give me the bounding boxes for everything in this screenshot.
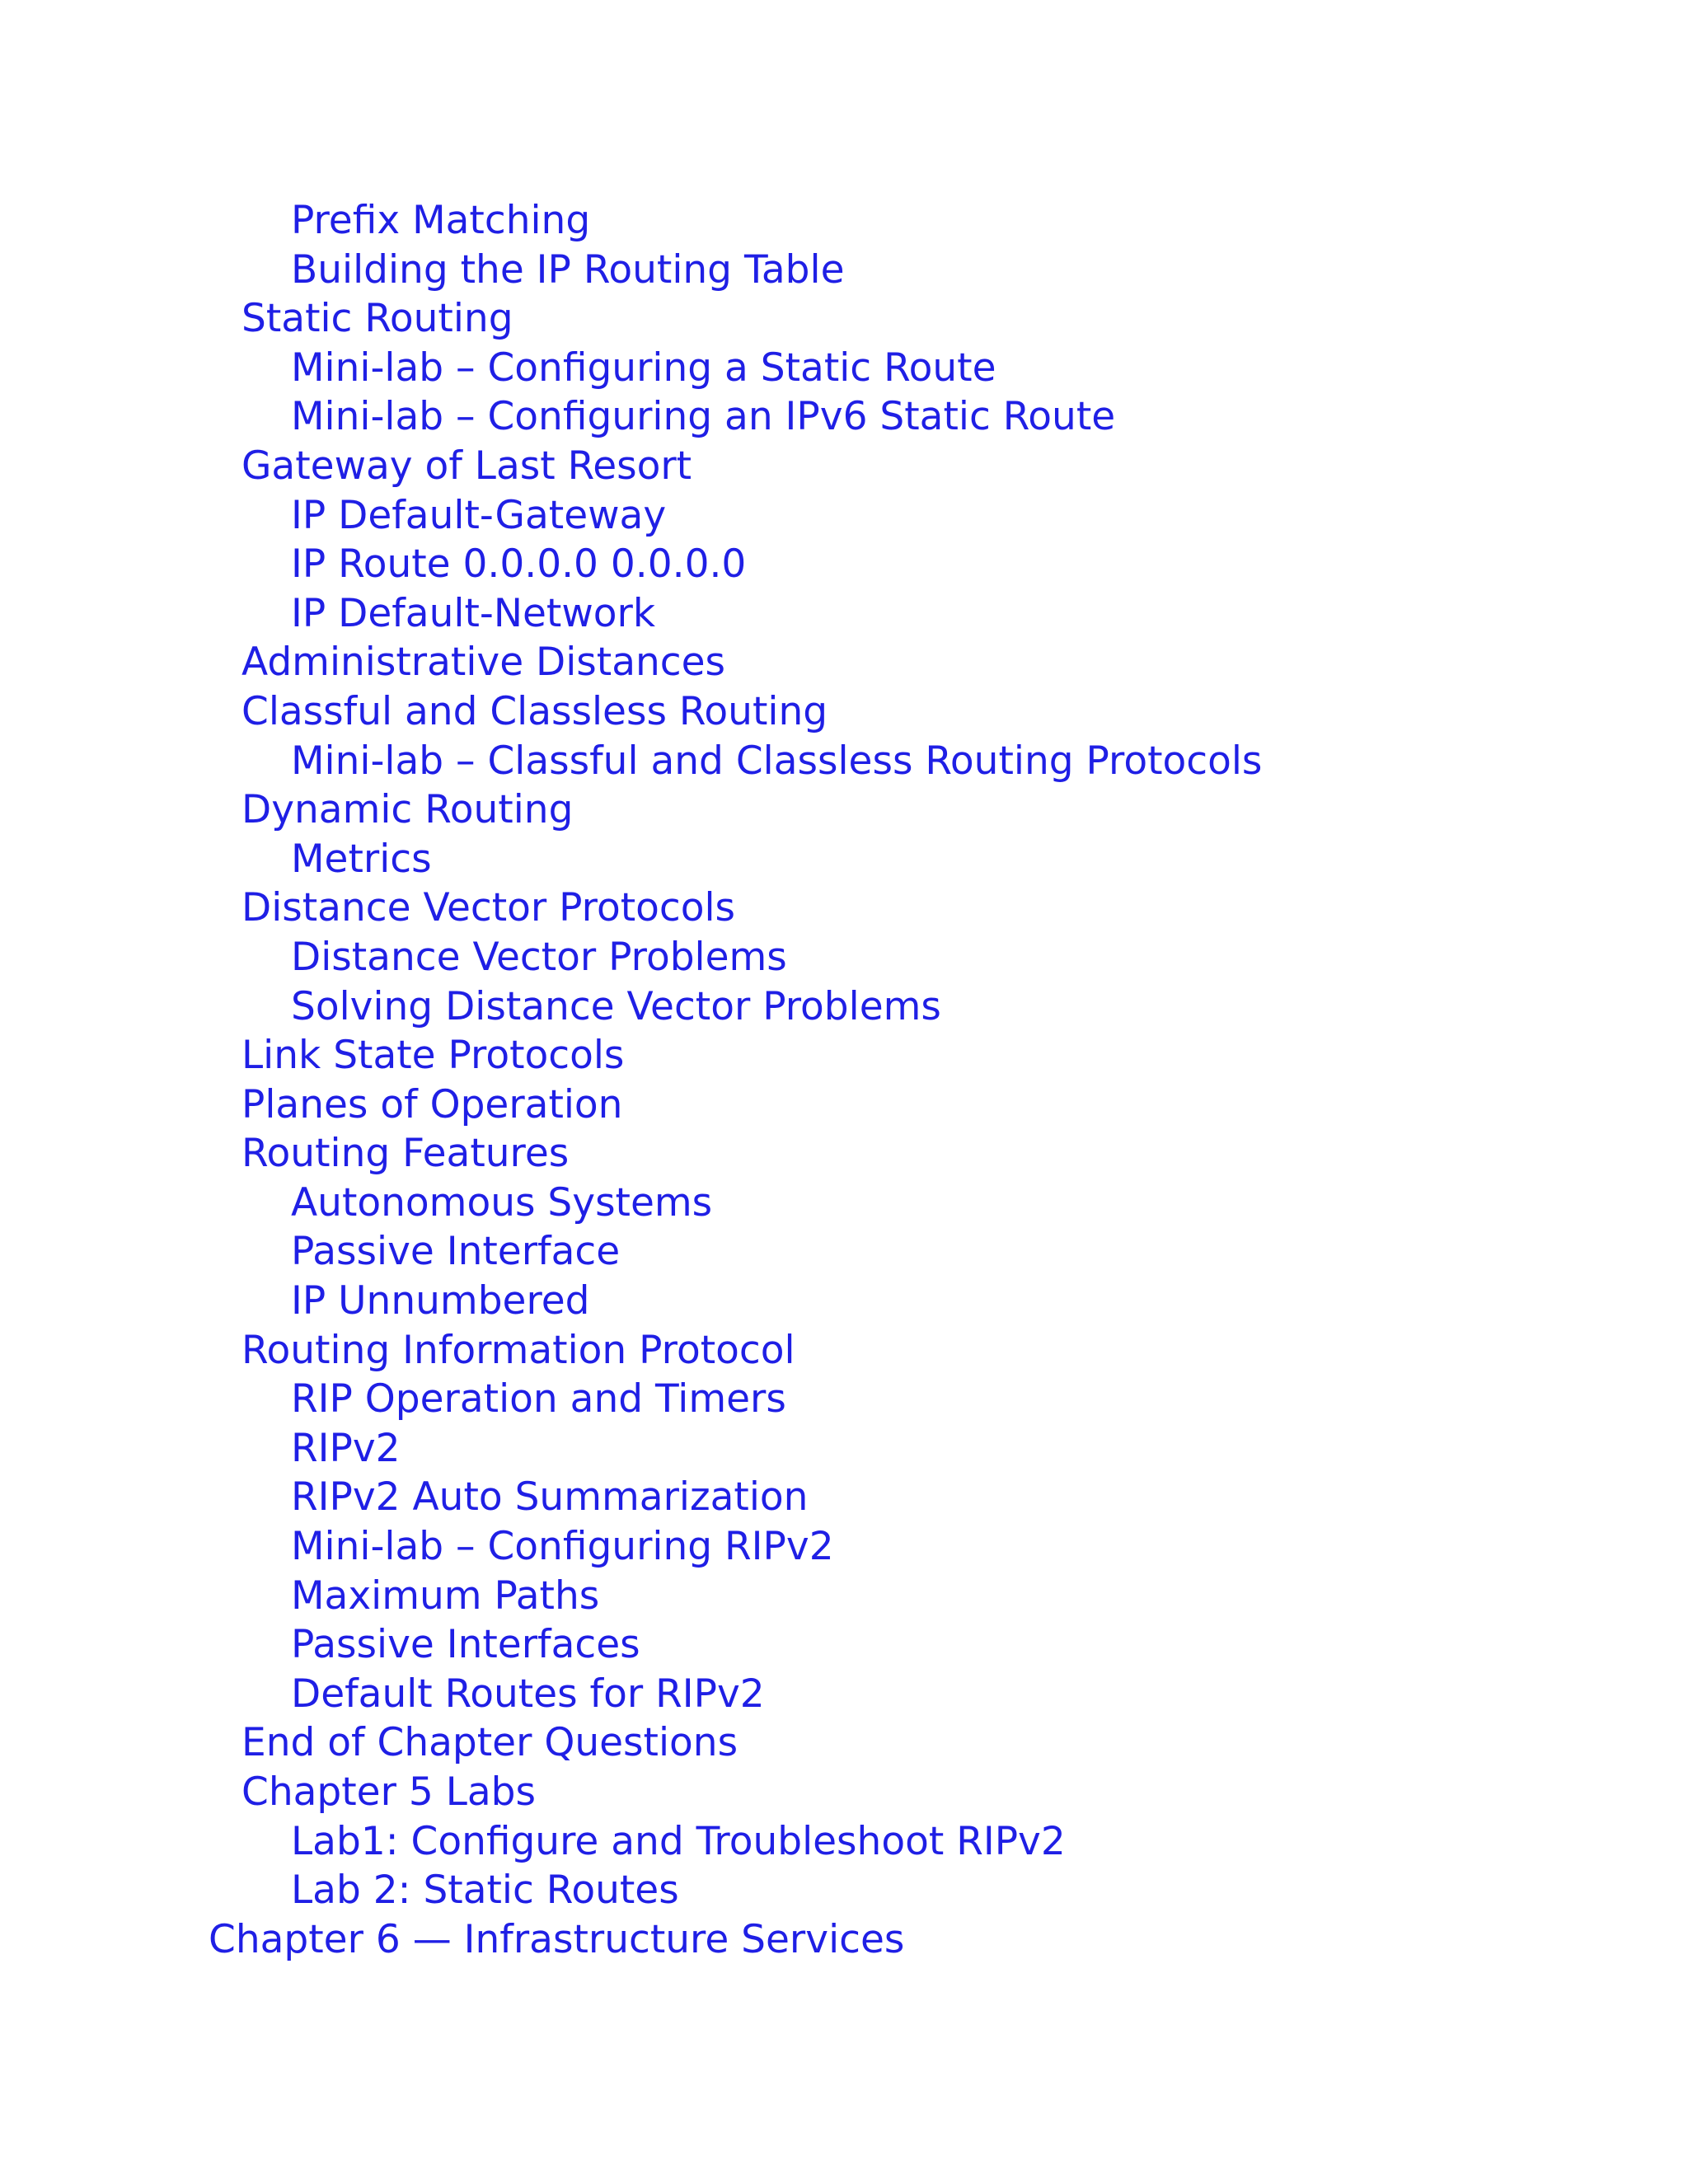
toc-link[interactable]: Default Routes for RIPv2 (291, 1671, 765, 1717)
toc-link[interactable]: Chapter 5 Labs (241, 1769, 536, 1815)
toc-link[interactable]: Mini-lab – Configuring an IPv6 Static Route (291, 394, 1116, 440)
toc-item (0, 1768, 1688, 1817)
toc-item (0, 1227, 1688, 1277)
toc-item (0, 1473, 1688, 1522)
toc-link[interactable]: Building the IP Routing Table (291, 246, 845, 293)
toc-link[interactable]: Link State Protocols (241, 1033, 625, 1079)
toc-item (0, 392, 1688, 442)
toc-link[interactable]: Distance Vector Problems (291, 934, 787, 980)
toc-item (0, 1866, 1688, 1915)
table-of-contents (0, 196, 1688, 1964)
toc-link[interactable]: Mini-lab – Configuring a Static Route (291, 344, 996, 391)
toc-link[interactable]: End of Chapter Questions (241, 1720, 738, 1766)
toc-link[interactable]: Mini-lab – Configuring RIPv2 (291, 1524, 834, 1570)
toc-item (0, 1620, 1688, 1670)
toc-item (0, 1326, 1688, 1376)
toc-item (0, 785, 1688, 835)
toc-link[interactable]: Routing Features (241, 1131, 570, 1177)
toc-item (0, 1080, 1688, 1130)
toc-link[interactable]: Prefix Matching (291, 198, 591, 243)
toc-link[interactable]: Routing Information Protocol (241, 1327, 795, 1373)
toc-link[interactable]: Solving Distance Vector Problems (291, 983, 941, 1029)
toc-item (0, 294, 1688, 344)
toc-item (0, 246, 1688, 295)
toc-item (0, 933, 1688, 982)
toc-link[interactable]: RIPv2 (291, 1425, 401, 1471)
toc-link[interactable]: Passive Interfaces (291, 1622, 640, 1668)
toc-item (0, 835, 1688, 884)
toc-link[interactable]: Mini-lab – Classful and Classless Routing Protocols (291, 738, 1263, 784)
toc-link[interactable]: IP Default-Gateway (291, 492, 667, 538)
toc-item (0, 1375, 1688, 1424)
toc-item (0, 883, 1688, 933)
toc-item (0, 1718, 1688, 1768)
toc-link[interactable]: Passive Interface (291, 1229, 621, 1275)
toc-item (0, 1915, 1688, 1965)
toc-item (0, 737, 1688, 786)
toc-item (0, 1129, 1688, 1179)
toc-item (0, 1572, 1688, 1621)
toc-link[interactable]: IP Unnumbered (291, 1278, 590, 1324)
toc-item (0, 1031, 1688, 1080)
toc-link[interactable]: Planes of Operation (241, 1081, 623, 1127)
toc-link[interactable]: Maximum Paths (291, 1572, 600, 1619)
toc-item (0, 1277, 1688, 1326)
toc-item (0, 1817, 1688, 1867)
toc-link[interactable]: Chapter 6 — Infrastructure Services (209, 1916, 905, 1962)
toc-item (0, 1179, 1688, 1228)
toc-item (0, 442, 1688, 491)
toc-item (0, 982, 1688, 1032)
toc-item (0, 1522, 1688, 1572)
toc-link[interactable]: RIP Operation and Timers (291, 1376, 786, 1422)
toc-link[interactable]: IP Route 0.0.0.0 0.0.0.0 (291, 541, 747, 588)
toc-link[interactable]: Administrative Distances (241, 640, 726, 686)
toc-item (0, 196, 1688, 246)
toc-item (0, 344, 1688, 393)
toc-item (0, 638, 1688, 687)
toc-link[interactable]: Gateway of Last Resort (241, 443, 692, 489)
toc-link[interactable]: Dynamic Routing (241, 787, 574, 833)
toc-item (0, 589, 1688, 639)
toc-link[interactable]: Metrics (291, 836, 432, 882)
toc-link[interactable]: Autonomous Systems (291, 1179, 713, 1226)
toc-item (0, 540, 1688, 589)
toc-link[interactable]: Classful and Classless Routing (241, 688, 828, 734)
toc-item (0, 1670, 1688, 1719)
toc-link[interactable]: Distance Vector Protocols (241, 885, 736, 931)
toc-link[interactable]: IP Default-Network (291, 590, 656, 636)
toc-item (0, 491, 1688, 541)
toc-link[interactable]: Lab 2: Static Routes (291, 1868, 679, 1914)
toc-link[interactable]: RIPv2 Auto Summarization (291, 1474, 809, 1521)
toc-link[interactable]: Static Routing (241, 296, 513, 342)
toc-item (0, 687, 1688, 737)
toc-item (0, 1424, 1688, 1474)
toc-link[interactable]: Lab1: Configure and Troubleshoot RIPv2 (291, 1818, 1066, 1864)
